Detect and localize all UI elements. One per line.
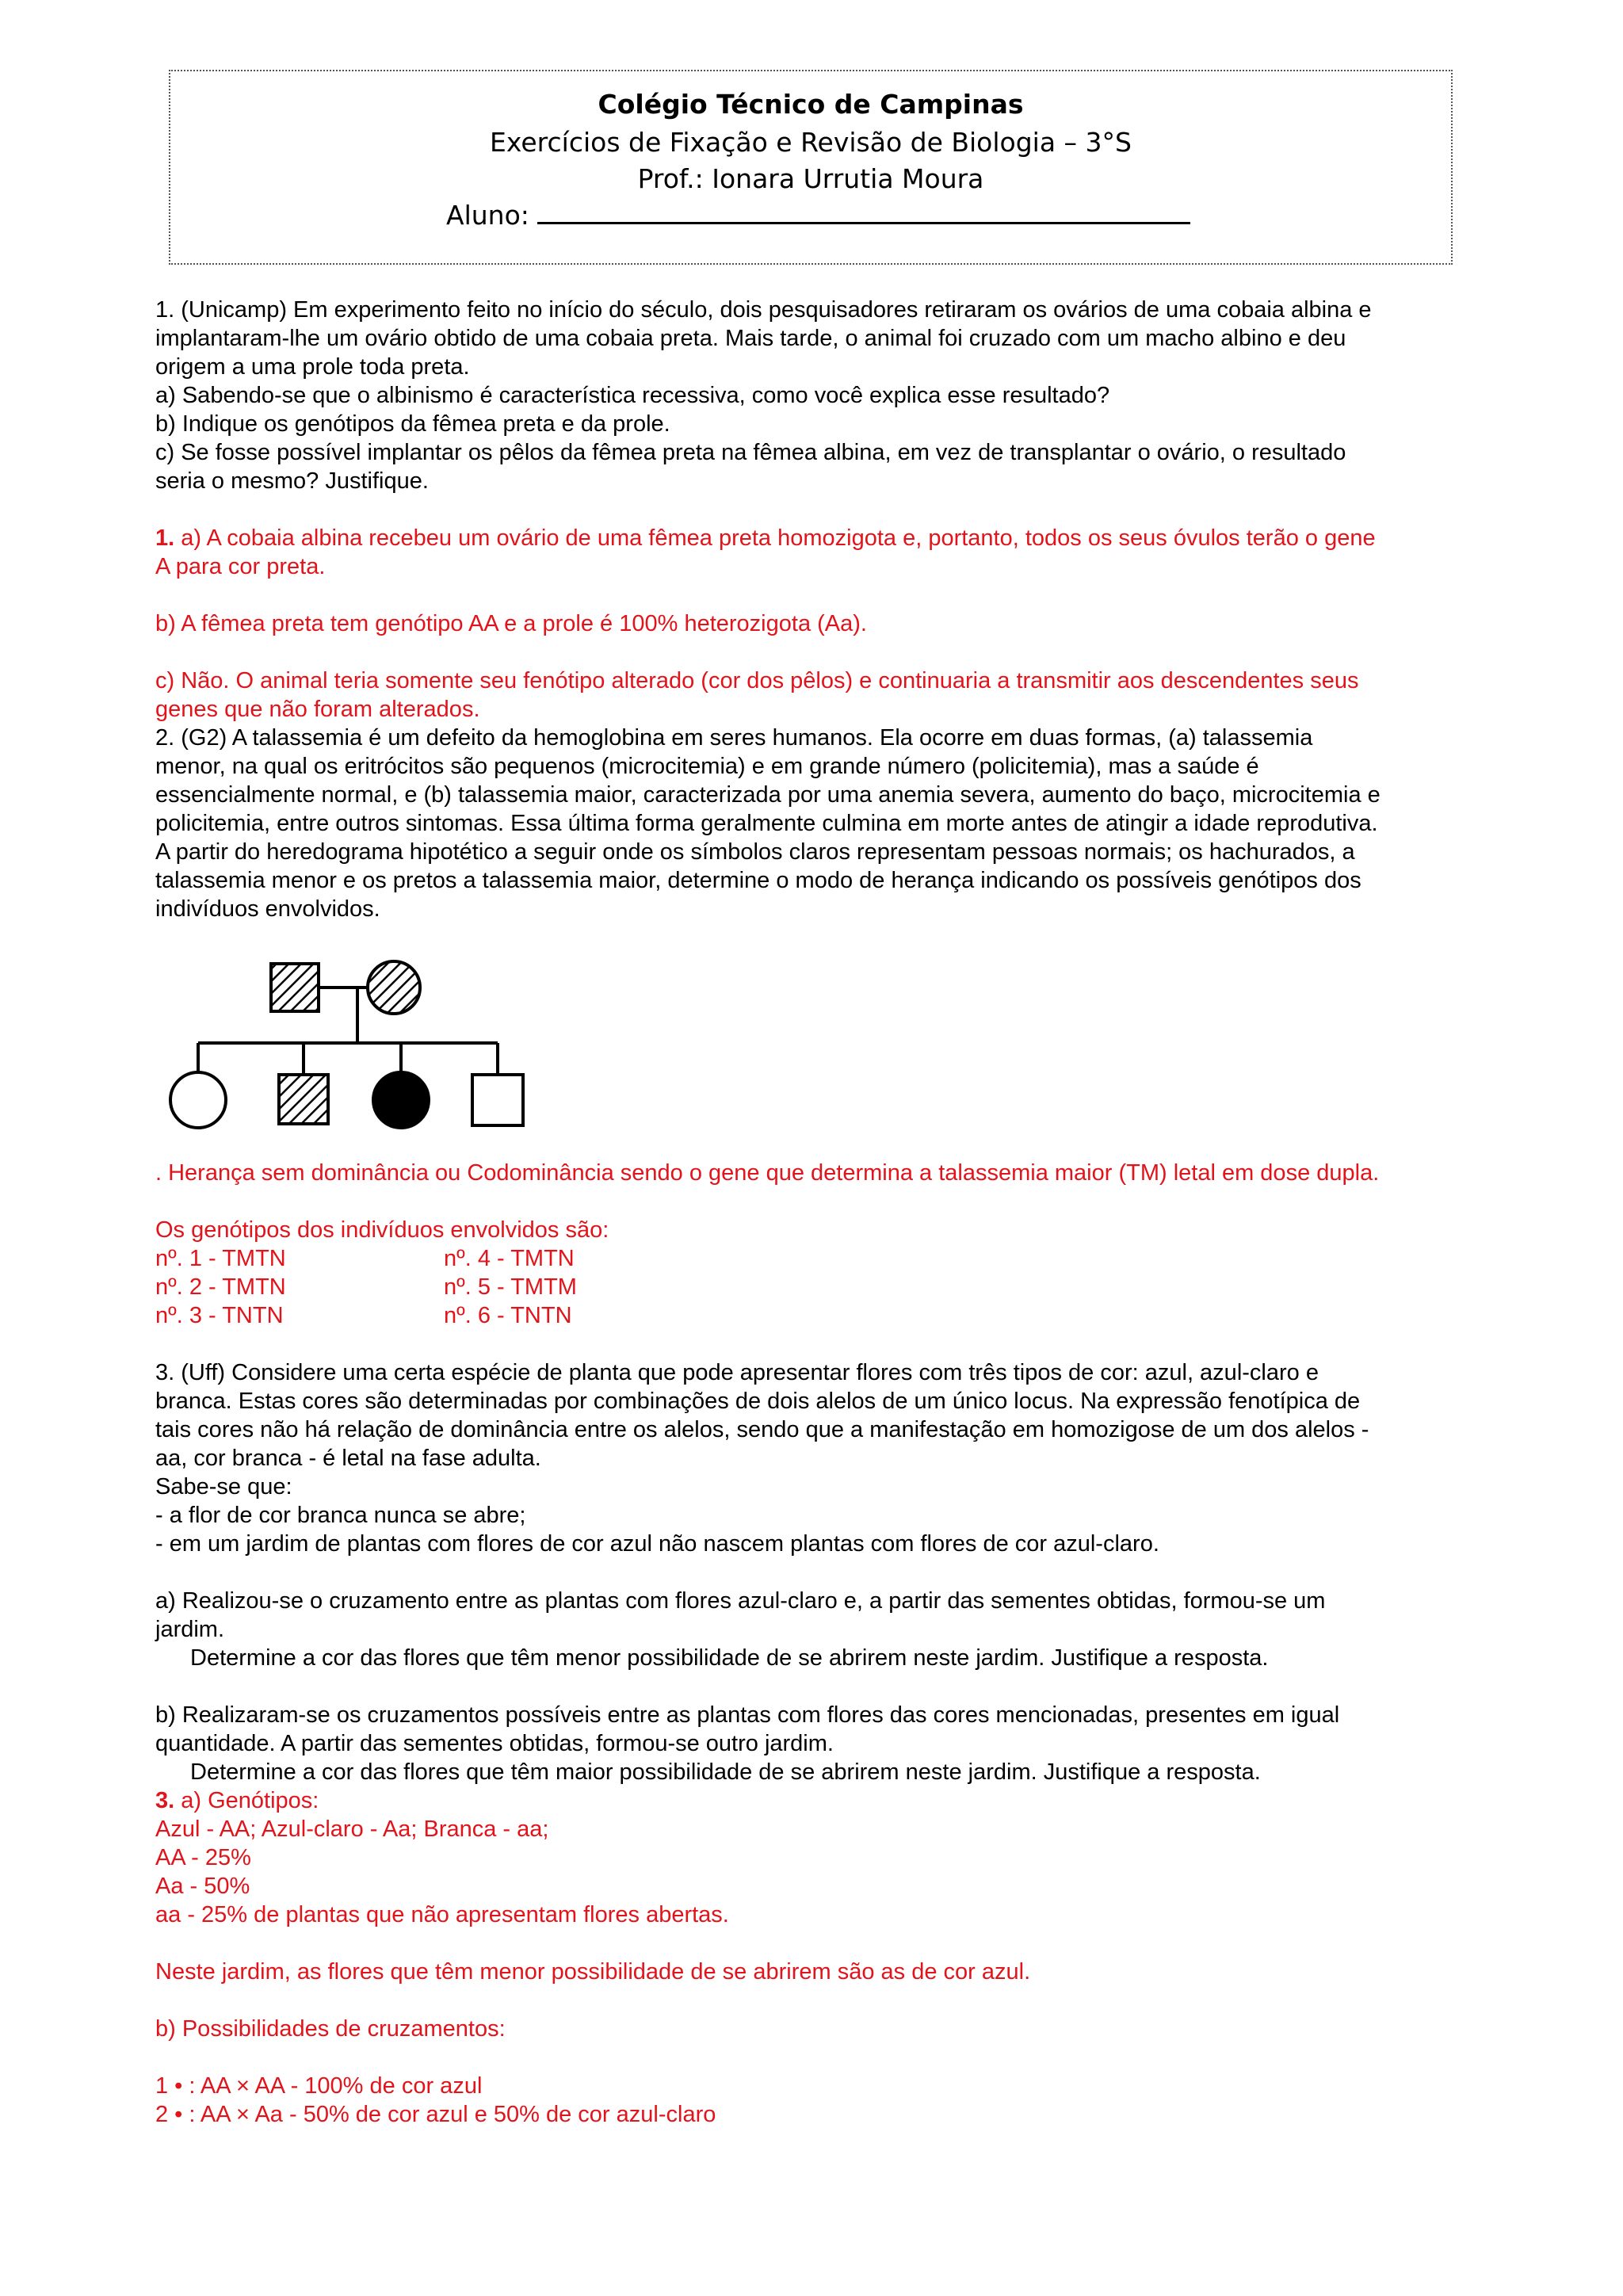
q1-answer-a-line: A para cor preta. (155, 554, 326, 579)
q3-answer-head: 3. a) Genótipos: (155, 1788, 319, 1813)
q1-line: origem a uma prole toda preta. (155, 354, 470, 380)
q3-part-b-instruction: Determine a cor das flores que têm maior possibilidade de se abrirem neste jardim. Justifique a resposta. (190, 1759, 1261, 1785)
q1-answer-c: c) Não. O animal teria somente seu fenótipo alterado (cor dos pêlos) e continuaria a transmitir aos descendentes seus (155, 668, 1359, 693)
q1-answer-c-line: genes que não foram alterados. (155, 697, 480, 722)
q3-line: tais cores não há relação de dominância entre os alelos, sendo que a manifestação em homozigose de um dos alelos - (155, 1417, 1369, 1442)
school-name: Colégio Técnico de Campinas (598, 89, 1024, 120)
q1-line: a) Sabendo-se que o albinismo é característica recessiva, como você explica esse resultado? (155, 383, 1110, 408)
q3-line: 3. (Uff) Considere uma certa espécie de planta que pode apresentar flores com três tipos de cor: azul, azul-claro e (155, 1360, 1319, 1385)
pedigree-individual-3-female-normal (170, 1072, 226, 1128)
q3-answer-b-title: b) Possibilidades de cruzamentos: (155, 2016, 506, 2042)
genotype-item: nº. 4 - TMTN (444, 1246, 575, 1271)
q3-part-b: b) Realizaram-se os cruzamentos possíveis entre as plantas com flores das cores mencionadas, presentes em igual (155, 1702, 1340, 1728)
pedigree-diagram (155, 948, 536, 1146)
q1-line: c) Se fosse possível implantar os pêlos da fêmea preta na fêmea albina, em vez de transplantar o ovário, o resultado (155, 440, 1346, 465)
q3-cross-item: 1 • : AA × AA - 100% de cor azul (155, 2073, 483, 2099)
q2-line: talassemia menor e os pretos a talassemia maior, determine o modo de herança indicando os possíveis genótipos dos (155, 868, 1361, 893)
genotype-item: nº. 1 - TMTN (155, 1246, 286, 1271)
q1-answer-b: b) A fêmea preta tem genótipo AA e a prole é 100% heterozigota (Aa). (155, 611, 867, 636)
teacher-name: Prof.: Ionara Urrutia Moura (637, 163, 984, 194)
q3-line: - a flor de cor branca nunca se abre; (155, 1503, 526, 1528)
q3-part-b-line: quantidade. A partir das sementes obtidas, formou-se outro jardim. (155, 1731, 834, 1756)
pedigree-individual-5-female-major (373, 1072, 429, 1128)
q3-part-a-instruction: Determine a cor das flores que têm menor possibilidade de se abrirem neste jardim. Justifique a resposta. (190, 1645, 1269, 1671)
q2-line: policitemia, entre outros sintomas. Essa última forma geralmente culmina em morte antes de atingir a idade reprodutiva. (155, 811, 1378, 836)
genotype-item: nº. 5 - TMTM (444, 1274, 577, 1300)
q3-line: Sabe-se que: (155, 1474, 292, 1499)
pedigree-individual-6-male-normal (472, 1075, 523, 1125)
student-line (446, 200, 1190, 231)
genotype-item: nº. 3 - TNTN (155, 1303, 284, 1328)
q3-answer-line: Azul - AA; Azul-claro - Aa; Branca - aa; (155, 1817, 549, 1842)
q2-genotypes-grid (155, 1244, 1471, 1330)
student-name-blank (537, 201, 1190, 224)
pedigree-individual-1-male-minor (271, 964, 319, 1011)
question-2-answer-3-block (155, 1159, 1471, 2129)
genotype-item: nº. 2 - TMTN (155, 1274, 286, 1300)
q3-answer-line: AA - 25% (155, 1845, 251, 1870)
q3-line: - em um jardim de plantas com flores de cor azul não nascem plantas com flores de cor azul-claro. (155, 1531, 1159, 1557)
q2-line: 2. (G2) A talassemia é um defeito da hemoglobina em seres humanos. Ela ocorre em duas formas, (a) talassemia (155, 725, 1313, 751)
q2-line: indivíduos envolvidos. (155, 896, 380, 922)
question-1-2-block (155, 296, 1471, 923)
student-label: Aluno: (446, 200, 529, 231)
q1-line: implantaram-lhe um ovário obtido de uma cobaia preta. Mais tarde, o animal foi cruzado com um macho albino e deu (155, 326, 1346, 351)
q3-line: branca. Estas cores são determinadas por combinações de dois alelos de um único locus. Na expressão fenotípica de (155, 1389, 1361, 1414)
pedigree-individual-4-male-minor (279, 1075, 328, 1124)
pedigree-individual-2-female-minor (368, 961, 420, 1014)
q1-line: b) Indique os genótipos da fêmea preta e da prole. (155, 411, 670, 437)
q1-line: seria o mesmo? Justifique. (155, 468, 429, 494)
q1-answer-number: 1. (155, 525, 175, 551)
q3-cross-item: 2 • : AA × Aa - 50% de cor azul e 50% de cor azul-claro (155, 2102, 716, 2127)
q3-answer-line: aa - 25% de plantas que não apresentam flores abertas. (155, 1902, 729, 1927)
q1-line: 1. (Unicamp) Em experimento feito no início do século, dois pesquisadores retiraram os ovários de uma cobaia albina e (155, 297, 1372, 323)
q2-line: menor, na qual os eritrócitos são pequenos (microcitemia) e em grande número (policitemia), mas a saúde é (155, 754, 1259, 779)
q3-part-a: a) Realizou-se o cruzamento entre as plantas com flores azul-claro e, a partir das sementes obtidas, formou-se um (155, 1588, 1326, 1614)
q2-line: essencialmente normal, e (b) talassemia maior, caracterizada por uma anemia severa, aumento do baço, microcitemia e (155, 782, 1381, 808)
q3-answer-conclusion: Neste jardim, as flores que têm menor possibilidade de se abrirem são as de cor azul. (155, 1959, 1031, 1985)
q2-genotypes-title: Os genótipos dos indivíduos envolvidos são: (155, 1217, 609, 1243)
q3-part-a-line: jardim. (155, 1617, 225, 1642)
header-box (169, 70, 1453, 265)
q2-line: A partir do heredograma hipotético a seguir onde os símbolos claros representam pessoas normais; os hachurados, a (155, 839, 1355, 865)
genotype-item: nº. 6 - TNTN (444, 1303, 572, 1328)
q1-answer-a: 1. a) A cobaia albina recebeu um ovário de uma fêmea preta homozigota e, portanto, todos os seus óvulos terão o gene (155, 525, 1376, 551)
q3-answer-line: Aa - 50% (155, 1874, 250, 1899)
course-title: Exercícios de Fixação e Revisão de Biologia – 3°S (490, 127, 1132, 158)
q3-line: aa, cor branca - é letal na fase adulta. (155, 1446, 541, 1471)
q3-answer-number: 3. (155, 1788, 175, 1813)
q2-answer: . Herança sem dominância ou Codominância sendo o gene que determina a talassemia maior (TM) letal em dose dupla. (155, 1160, 1380, 1186)
